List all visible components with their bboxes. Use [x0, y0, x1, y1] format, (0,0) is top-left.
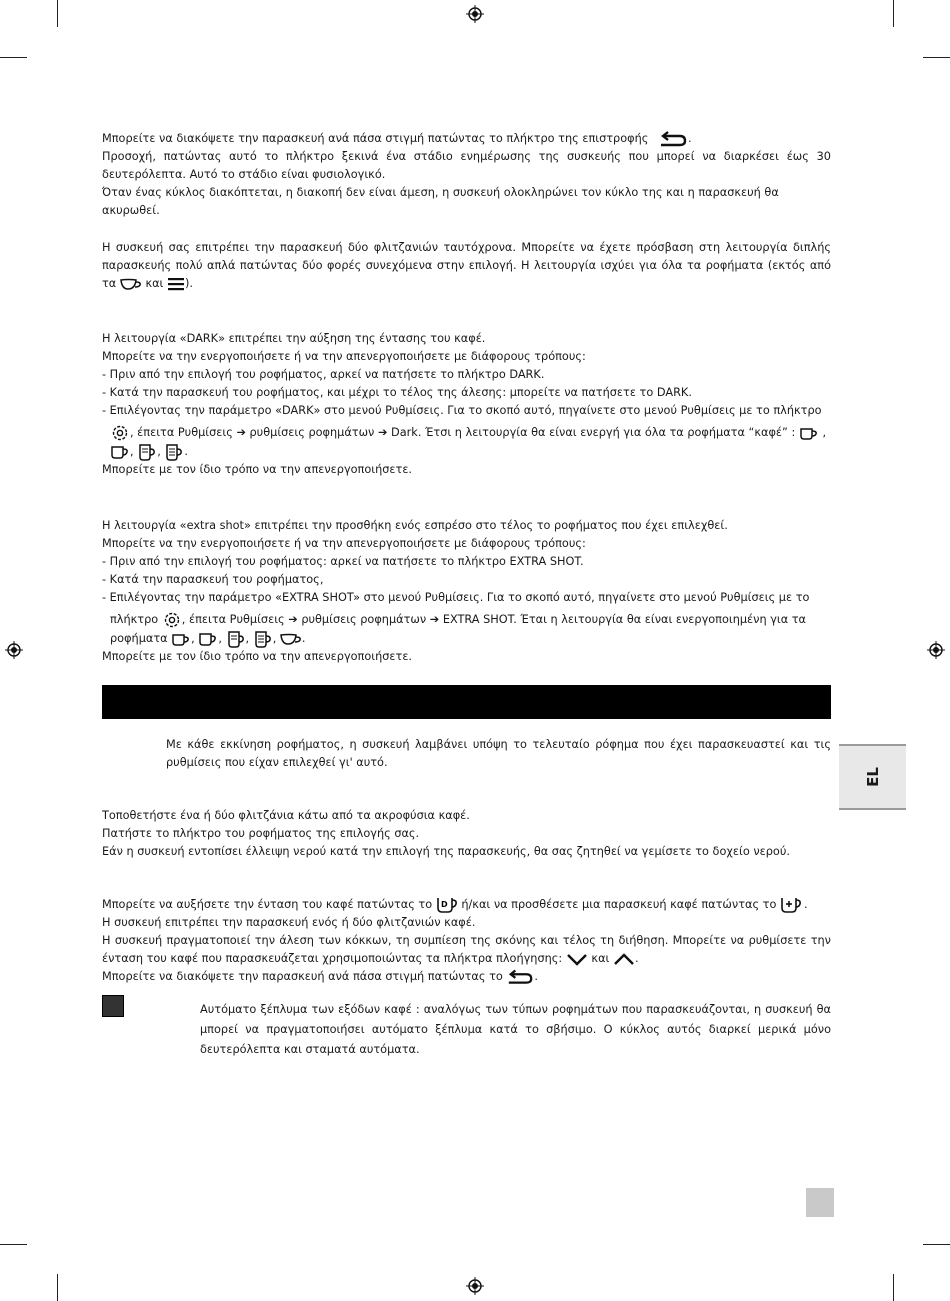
- paragraph: Με κάθε εκκίνηση ροφήματος, η συσκευή λαμβάνει υπόψη το τελευταίο ρόφημα που έχει παρασκευαστεί και τις ρυθμίσεις που είχαν επιλεχθεί γι' αυτό.: [166, 738, 831, 769]
- menu-icon: [167, 276, 185, 292]
- paragraph: , , .: [102, 443, 831, 461]
- crop-mark: [57, 1274, 58, 1301]
- paragraph: Πατήστε το πλήκτρο του ροφήματος της επιλογής σας.: [102, 827, 420, 840]
- extra-shot-section: [102, 517, 831, 666]
- paragraph: Η συσκευή επιτρέπει την παρασκευή ενός ή δύο φλιτζανιών καφέ.: [102, 916, 476, 929]
- paragraph: Μπορείτε να την ενεργοποιήσετε ή να την απενεργοποιήσετε με διάφορους τρόπους:: [102, 537, 586, 550]
- crop-mark: [923, 57, 950, 58]
- chevron-up-icon: [613, 952, 635, 966]
- mug-icon: [198, 631, 218, 647]
- arrow-right-icon: ➔: [377, 426, 388, 439]
- paragraph: , έπειτα Ρυθμίσεις ➔ ρυθμίσεις ροφημάτων ➔ Dark. Έτσι η λειτουργία θα είναι ενεργή για όλα τα ροφήματα “καφέ” : ,: [102, 423, 831, 443]
- preparation-section: [102, 807, 831, 861]
- gear-icon: [162, 610, 182, 630]
- paragraph: Μπορείτε να διακόψετε την παρασκευή ανά πάσα στιγμή πατώντας το .: [102, 970, 538, 983]
- registration-mark-icon: [5, 641, 23, 659]
- tall-glass-icon: [164, 443, 184, 461]
- tall-glass-icon: [253, 630, 273, 648]
- paragraph: - Κατά την παρασκευή του ροφήματος,: [102, 573, 324, 586]
- memory-section: [166, 736, 831, 772]
- crop-mark: [923, 1244, 950, 1245]
- paragraph: - Κατά την παρασκευή του ροφήματος, και μέχρι το τέλος της άλεσης: μπορείτε να πατήσετε το DARK.: [102, 386, 692, 399]
- paragraph: Τοποθετήστε ένα ή δύο φλιτζάνια κάτω από τα ακροφύσια καφέ.: [102, 809, 470, 822]
- mug-icon: [171, 631, 191, 647]
- paragraph: ροφήματα , , , , .: [102, 630, 831, 648]
- note-marker: [102, 995, 124, 1017]
- back-arrow-icon: [506, 969, 534, 985]
- paragraph: Μπορείτε να διακόψετε την παρασκευή ανά πάσα στιγμή πατώντας το πλήκτρο της επιστροφής .: [102, 132, 692, 145]
- gear-icon: [110, 423, 130, 443]
- note-section: [200, 1000, 831, 1060]
- paragraph: πλήκτρο , έπειτα Ρυθμίσεις ➔ ρυθμίσεις ροφημάτων ➔ EXTRA SHOT. Έται η λειτουργία θα είναι ενεργοποιημένη για τα: [102, 610, 831, 630]
- plus-cup-icon: [780, 896, 804, 914]
- chevron-down-icon: [566, 952, 588, 966]
- double-cup-section: [102, 239, 831, 293]
- paragraph: Προσοχή, πατώντας αυτό το πλήκτρο ξεκινά ένα στάδιο ενημέρωσης της συσκευής που μπορεί να διαρκέσει έως 30 δευτερόλεπτα. Αυτό το στάδιο είναι φυσιολογικό.: [102, 150, 831, 181]
- dark-section: [102, 330, 831, 479]
- espresso-section: [102, 896, 831, 986]
- paragraph: Εάν η συσκευή εντοπίσει έλλειψη νερού κατά την επιλογή της παρασκευής, θα σας ζητηθεί να γεμίσετε το δοχείο νερού.: [102, 845, 790, 858]
- paragraph: Μπορείτε με τον ίδιο τρόπο να την απενεργοποιήσετε.: [102, 463, 413, 476]
- paragraph: Η λειτουργία «extra shot» επιτρέπει την προσθήκη ενός εσπρέσο στο τέλος το ροφήματος που έχει επιλεχθεί.: [102, 519, 728, 532]
- paragraph: - Επιλέγοντας την παράμετρο «EXTRA SHOT» στο μενού Ρυθμίσεις. Για το σκοπό αυτό, πηγαίνετε στο μενού Ρυθμίσεις με το: [102, 591, 810, 604]
- paragraph: - Επιλέγοντας την παράμετρο «DARK» στο μενού Ρυθμίσεις. Για το σκοπό αυτό, πηγαίνετε στο μενού Ρυθμίσεις με το πλήκτρο: [102, 404, 822, 417]
- tall-glass-icon: [226, 630, 246, 648]
- registration-mark-icon: [466, 1277, 484, 1295]
- arrow-right-icon: ➔: [429, 613, 440, 626]
- arrow-right-icon: ➔: [288, 613, 298, 626]
- dark-cup-icon: [436, 896, 458, 914]
- mug-icon: [799, 425, 819, 441]
- paragraph: Αυτόματο ξέπλυμα των εξόδων καφέ : αναλόγως των τύπων ροφημάτων που παρασκευάζονται, η συσκευή θα μπορεί να πραγματοποιήσει αυτόματο ξέπλυμα κατά το σβήσιμο. Ο κύκλος αυτός διαρκεί μερικά μόνο δευτερόλεπτα και σταματά αυτόματα.: [200, 1003, 831, 1056]
- crop-mark: [0, 1244, 27, 1245]
- tall-glass-icon: [137, 443, 157, 461]
- page-number-box: [806, 1188, 834, 1217]
- paragraph: - Πριν από την επιλογή του ροφήματος: αρκεί να πατήσετε το πλήκτρο EXTRA SHOT.: [102, 555, 584, 568]
- cup-icon: [280, 631, 302, 647]
- paragraph: Η συσκευή πραγματοποιεί την άλεση των κόκκων, τη συμπίεση της σκόνης και τέλος τη διήθηση. Μπορείτε να ρυθμίσετε την ένταση του καφέ που παρασκευάζεται χρησιμοποιώντας τα πλήκτρα πλοήγησης: και .: [102, 934, 831, 965]
- registration-mark-icon: [466, 5, 484, 23]
- stop-section: [102, 130, 831, 220]
- arrow-right-icon: ➔: [236, 426, 246, 439]
- crop-mark: [893, 1274, 894, 1301]
- back-arrow-icon: [658, 131, 688, 147]
- paragraph: Όταν ένας κύκλος διακόπτεται, η διακοπή δεν είναι άμεση, η συσκευή ολοκληρώνει τον κύκλο της και η παρασκευή θα ακυρωθεί.: [102, 186, 779, 217]
- registration-mark-icon: [927, 641, 945, 659]
- language-tab: EL: [839, 744, 906, 810]
- cup-icon: [120, 276, 142, 292]
- paragraph: Η συσκευή σας επιτρέπει την παρασκευή δύο φλιτζανιών ταυτόχρονα. Μπορείτε να έχετε πρόσβαση στη λειτουργία διπλής παρασκευής πολύ απλά πατώντας δύο φορές συνεχόμενα στην επιλογή. Η λειτουργία ισχύει για όλα τα ροφήματα (εκτός από τα και ).: [102, 241, 831, 290]
- paragraph: Μπορείτε με τον ίδιο τρόπο να την απενεργοποιήσετε.: [102, 650, 413, 663]
- crop-mark: [57, 0, 58, 27]
- svg-text:D: D: [440, 900, 448, 909]
- mug-icon: [110, 444, 130, 460]
- crop-mark: [893, 0, 894, 27]
- paragraph: Η λειτουργία «DARK» επιτρέπει την αύξηση της έντασης του καφέ.: [102, 332, 486, 345]
- paragraph: Μπορείτε να την ενεργοποιήσετε ή να την απενεργοποιήσετε με διάφορους τρόπους:: [102, 350, 586, 363]
- paragraph: - Πριν από την επιλογή του ροφήματος, αρκεί να πατήσετε το πλήκτρο DARK.: [102, 368, 545, 381]
- paragraph: Μπορείτε να αυξήσετε την ένταση του καφέ πατώντας το D ή/και να προσθέσετε μια παρασκευή καφέ πατώντας το .: [102, 896, 831, 914]
- section-heading-bar: [102, 685, 831, 719]
- crop-mark: [0, 57, 27, 58]
